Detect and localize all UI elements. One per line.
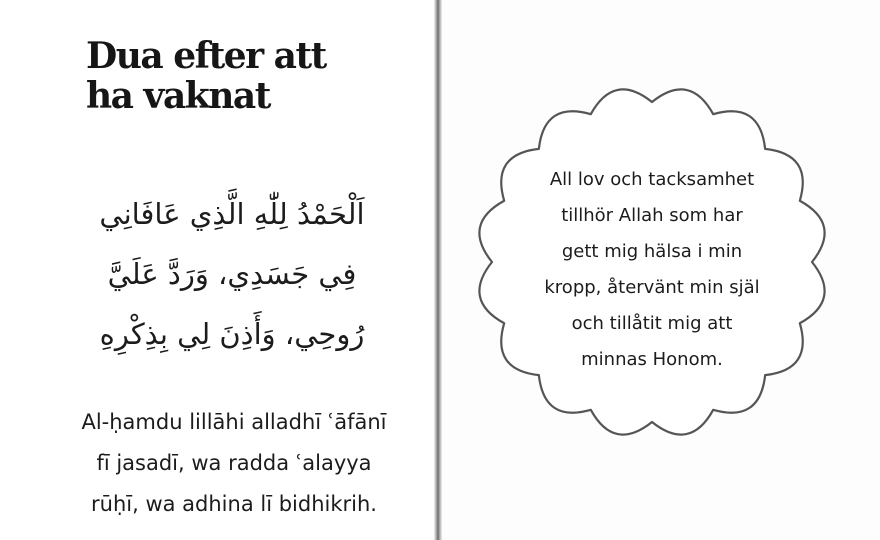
page-title	[86, 36, 326, 116]
transliteration-text	[54, 402, 414, 525]
arabic-line: رُوحِي، وَأَذِنَ لِي بِذِكْرِهِ	[99, 317, 365, 351]
translation-line: kropp, återvänt min själ	[544, 277, 760, 298]
transliteration-line: fī jasadī, wa radda ʿalayya	[96, 451, 372, 475]
translation-line: tillhör Allah som har	[561, 205, 743, 226]
swedish-translation	[512, 162, 792, 378]
transliteration-line: rūḥī, wa adhina lī bidhikrih.	[91, 492, 377, 516]
title-line: ha vaknat	[86, 75, 270, 117]
arabic-line: اَلْحَمْدُ لِلّٰهِ الَّذِي عَافَانِي	[99, 197, 365, 231]
title-line: Dua efter att	[86, 35, 326, 77]
translation-line: och tillåtit mig att	[571, 313, 733, 334]
left-page	[0, 0, 434, 540]
translation-bubble	[472, 82, 832, 442]
translation-line: All lov och tacksamhet	[549, 169, 755, 190]
translation-line: minnas Honom.	[581, 349, 723, 370]
translation-line: gett mig hälsa i min	[561, 241, 743, 262]
transliteration-line: Al-ḥamdu lillāhi alladhī ʿāfānī	[81, 410, 387, 434]
arabic-dua-text	[62, 184, 402, 364]
arabic-line: فِي جَسَدِي، وَرَدَّ عَلَيَّ	[107, 257, 357, 291]
book-spine-fold	[434, 0, 442, 540]
